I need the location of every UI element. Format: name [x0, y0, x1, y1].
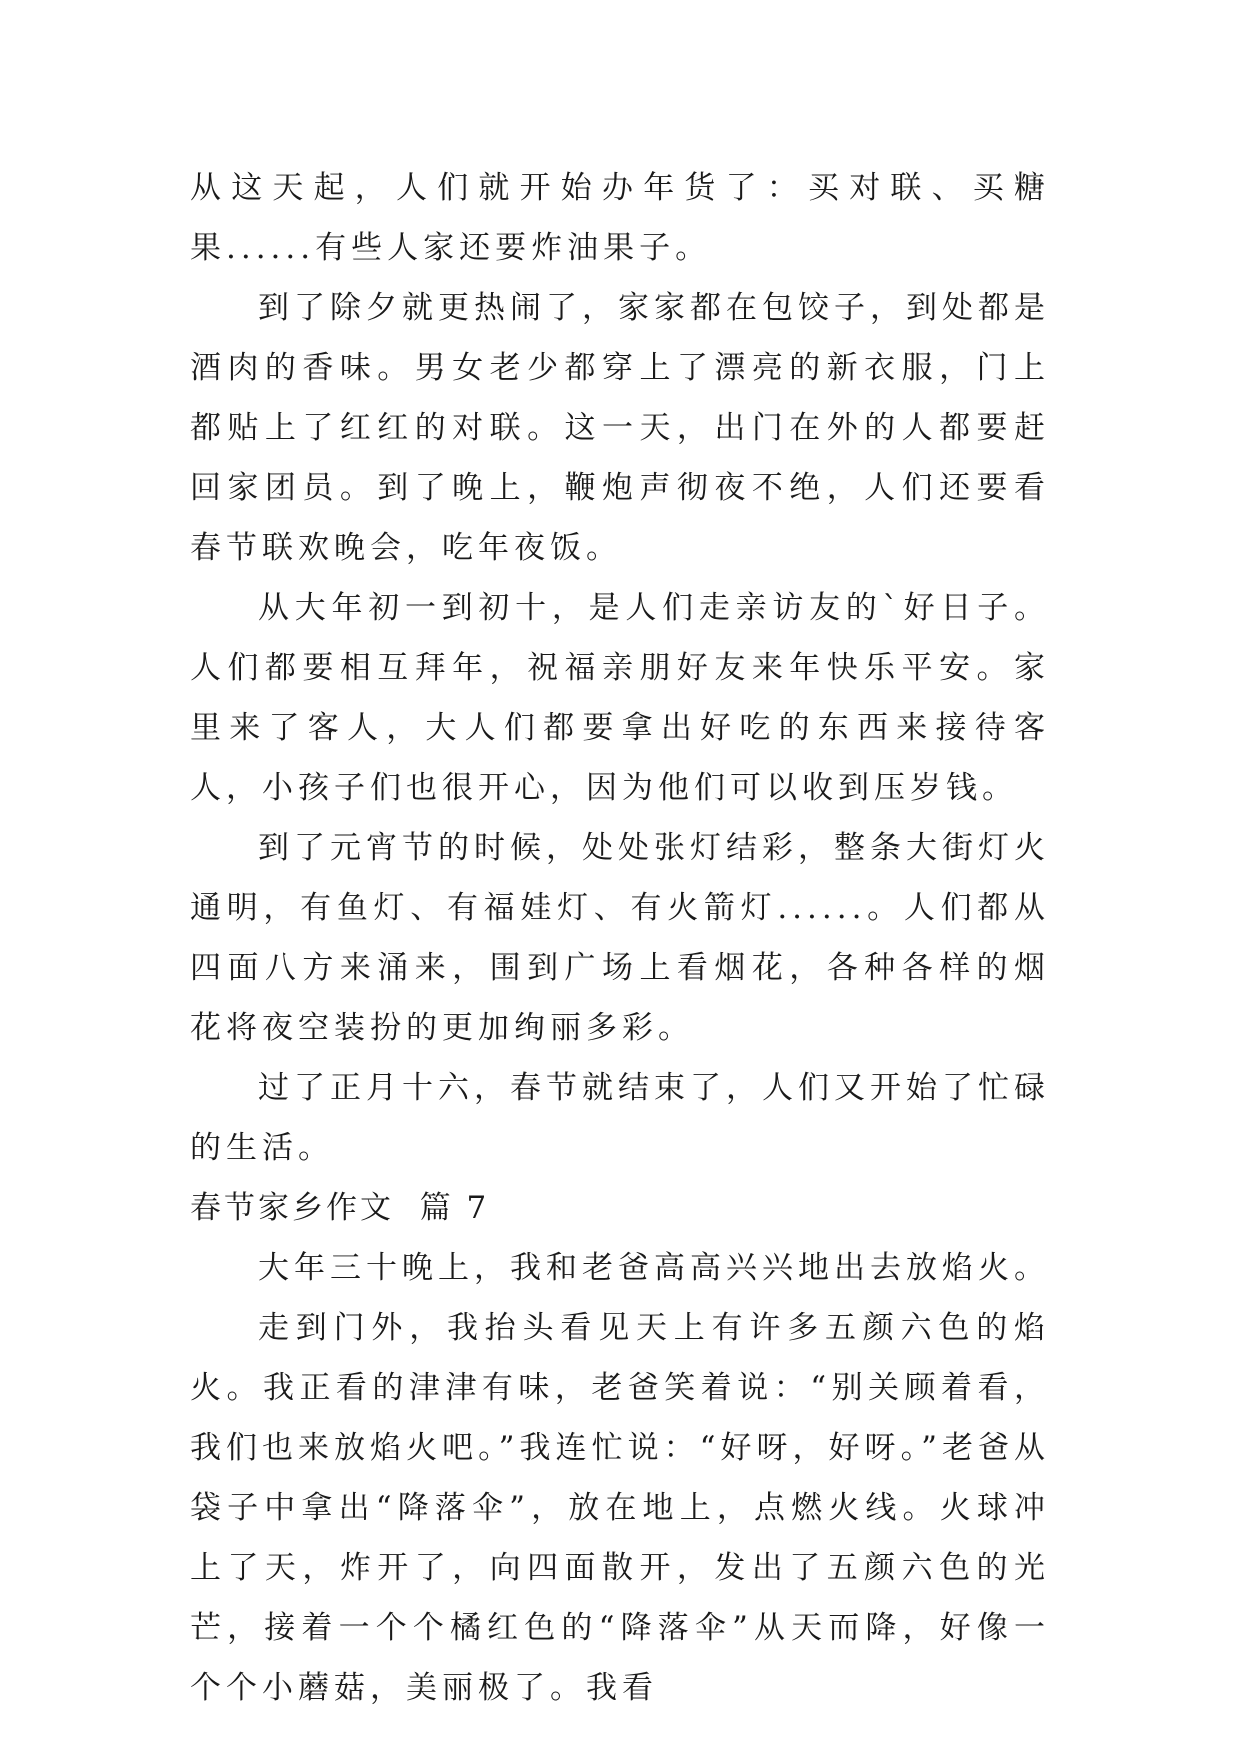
paragraph-4: 到了元宵节的时候，处处张灯结彩，整条大街灯火通明，有鱼灯、有福娃灯、有火箭灯......。人们都从四面八方来涌来，围到广场上看烟花，各种各样的烟花将夜空装扮的更加绚丽多彩。 — [190, 830, 1050, 1046]
paragraph-7: 走到门外，我抬头看见天上有许多五颜六色的焰火。我正看的津津有味，老爸笑着说：“别关顾着看，我们也来放焰火吧。”我连忙说：“好呀，好呀。”老爸从袋子中拿出“降落伞”，放在地上，点燃火线。火球冲上了天，炸开了，向四面散开，发出了五颜六色的光芒，接着一个个橘红色的“降落伞”从天而降，好像一个个小蘑菇，美丽极了。我看 — [190, 1310, 1050, 1706]
paragraph-1: 从这天起，人们就开始办年货了：买对联、买糖果......有些人家还要炸油果子。 — [190, 170, 1050, 266]
paragraph-2: 到了除夕就更热闹了，家家都在包饺子，到处都是酒肉的香味。男女老少都穿上了漂亮的新衣服，门上都贴上了红红的对联。这一天，出门在外的人都要赶回家团员。到了晚上，鞭炮声彻夜不绝，人们还要看春节联欢晚会，吃年夜饭。 — [190, 290, 1050, 566]
section-heading: 春节家乡作文 篇 7 — [190, 1190, 490, 1226]
paragraph-6: 大年三十晚上，我和老爸高高兴兴地出去放焰火。 — [258, 1250, 1050, 1286]
document-page — [190, 158, 1050, 1718]
paragraph-5: 过了正月十六，春节就结束了，人们又开始了忙碌的生活。 — [190, 1070, 1050, 1166]
paragraph-3: 从大年初一到初十，是人们走亲访友的`好日子。人们都要相互拜年，祝福亲朋好友来年快乐平安。家里来了客人，大人们都要拿出好吃的东西来接待客人，小孩子们也很开心，因为他们可以收到压岁钱。 — [190, 590, 1050, 806]
